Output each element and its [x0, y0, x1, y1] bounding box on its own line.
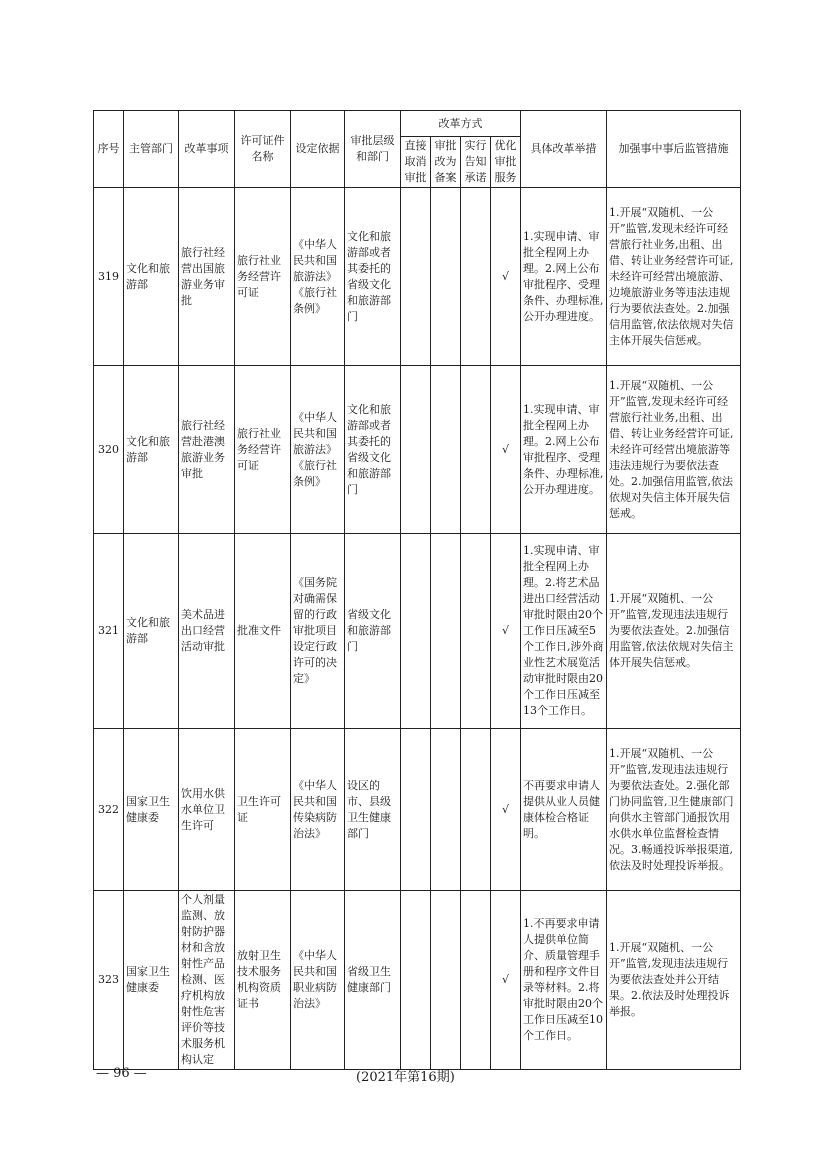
header-m2: 审批改为备案 [431, 137, 461, 188]
row-m2 [431, 366, 461, 534]
table-row [94, 366, 741, 534]
row-seq: 322 [94, 729, 124, 891]
row-basis: 《中华人民共和国旅游法》《旅行社条例》 [291, 188, 345, 366]
row-supervision: 1.开展“双随机、一公开”监管,发现违法违规行为要依法查处。2.强化部门协同监管,卫生健康部门向供水主管部门通报饮用水供水单位监督检查情况。3.畅通投诉举报渠道,依法及时处理投诉举报。 [607, 729, 741, 891]
row-license: 卫生许可证 [235, 729, 291, 891]
row-m1 [401, 534, 431, 729]
row-dept: 文化和旅游部 [124, 366, 179, 534]
header-basis: 设定依据 [291, 111, 345, 188]
row-m3 [461, 534, 491, 729]
row-measures: 1.不再要求申请人提供单位简介、质量管理手册和程序文件目录等材料。2.将审批时限由20个工作日压减至10个工作日。 [521, 891, 607, 1070]
issue-label: (2021年第16期) [356, 1070, 455, 1085]
header-m1: 直接取消审批 [401, 137, 431, 188]
row-item: 旅行社经营出国旅游业务审批 [179, 188, 235, 366]
row-m4-check: √ [491, 534, 521, 729]
header-m4: 优化审批服务 [491, 137, 521, 188]
table-row [94, 729, 741, 891]
row-m1 [401, 729, 431, 891]
table-row [94, 188, 741, 366]
reform-table [93, 110, 741, 1070]
row-measures: 1.实现申请、审批全程网上办理。2.将艺术品进出口经营活动审批时限由20个工作日压减至5个工作日,涉外商业性艺术展览活动审批时限由20个工作日压减至13个工作日。 [521, 534, 607, 729]
row-basis: 《国务院对确需保留的行政审批项目设定行政许可的决定》 [291, 534, 345, 729]
row-dept: 文化和旅游部 [124, 534, 179, 729]
row-m3 [461, 891, 491, 1070]
row-level: 省级文化和旅游部门 [345, 534, 401, 729]
row-measures: 1.实现申请、审批全程网上办理。2.网上公布审批程序、受理条件、办理标准,公开办理进度。 [521, 366, 607, 534]
row-item: 旅行社经营赴港澳旅游业务审批 [179, 366, 235, 534]
row-m4-check: √ [491, 366, 521, 534]
row-supervision: 1.开展“双随机、一公开”监管,发现未经许可经营旅行社业务,出租、出借、转让业务经营许可证,未经许可经营出境旅游等违法违规行为要依法查处。2.加强信用监管,依法依规对失信主体开展失信惩戒。 [607, 366, 741, 534]
row-level: 文化和旅游部或者其委托的省级文化和旅游部门 [345, 366, 401, 534]
row-m1 [401, 188, 431, 366]
row-m4-check: √ [491, 891, 521, 1070]
row-license: 批准文件 [235, 534, 291, 729]
row-supervision: 1.开展“双随机、一公开”监管,发现违法违规行为要依法查处并公开结果。2.依法及时处理投诉举报。 [607, 891, 741, 1070]
row-seq: 320 [94, 366, 124, 534]
header-supervision: 加强事中事后监管措施 [607, 111, 741, 188]
row-seq: 319 [94, 188, 124, 366]
row-dept: 文化和旅游部 [124, 188, 179, 366]
row-supervision: 1.开展“双随机、一公开”监管,发现未经许可经营旅行社业务,出租、出借、转让业务经营许可证,未经许可经营出境旅游、边境旅游业务等违法违规行为要依法查处。2.加强信用监管,依法依规对失信主体开展失信惩戒。 [607, 188, 741, 366]
row-seq: 321 [94, 534, 124, 729]
row-m2 [431, 891, 461, 1070]
header-method: 改革方式 [401, 111, 521, 137]
header-dept: 主管部门 [124, 111, 179, 188]
row-basis: 《中华人民共和国传染病防治法》 [291, 729, 345, 891]
table-row [94, 891, 741, 1070]
header-level: 审批层级和部门 [345, 111, 401, 188]
row-item: 饮用水供水单位卫生许可 [179, 729, 235, 891]
page-number: — 96 — [96, 1066, 147, 1081]
row-license: 旅行社业务经营许可证 [235, 188, 291, 366]
header-m3: 实行告知承诺 [461, 137, 491, 188]
row-level: 文化和旅游部或者其委托的省级文化和旅游部门 [345, 188, 401, 366]
row-m1 [401, 891, 431, 1070]
row-level: 省级卫生健康部门 [345, 891, 401, 1070]
row-m2 [431, 534, 461, 729]
row-m1 [401, 366, 431, 534]
row-m3 [461, 366, 491, 534]
header-seq: 序号 [94, 111, 124, 188]
row-m2 [431, 188, 461, 366]
row-license: 旅行社业务经营许可证 [235, 366, 291, 534]
row-item: 个人剂量监测、放射防护器材和含放射性产品检测、医疗机构放射性危害评价等技术服务机构认定 [179, 891, 235, 1070]
header-license: 许可证件名称 [235, 111, 291, 188]
row-measures: 1.实现申请、审批全程网上办理。2.网上公布审批程序、受理条件、办理标准,公开办理进度。 [521, 188, 607, 366]
row-m4-check: √ [491, 188, 521, 366]
row-supervision: 1.开展“双随机、一公开”监管,发现违法违规行为要依法查处。2.加强信用监管,依法依规对失信主体开展失信惩戒。 [607, 534, 741, 729]
row-m3 [461, 729, 491, 891]
row-dept: 国家卫生健康委 [124, 891, 179, 1070]
row-item: 美术品进出口经营活动审批 [179, 534, 235, 729]
row-measures: 不再要求申请人提供从业人员健康体检合格证明。 [521, 729, 607, 891]
row-license: 放射卫生技术服务机构资质证书 [235, 891, 291, 1070]
row-basis: 《中华人民共和国旅游法》《旅行社条例》 [291, 366, 345, 534]
row-seq: 323 [94, 891, 124, 1070]
row-m3 [461, 188, 491, 366]
header-measures: 具体改革举措 [521, 111, 607, 188]
table-row [94, 534, 741, 729]
header-item: 改革事项 [179, 111, 235, 188]
row-basis: 《中华人民共和国职业病防治法》 [291, 891, 345, 1070]
row-dept: 国家卫生健康委 [124, 729, 179, 891]
row-m4-check: √ [491, 729, 521, 891]
row-m2 [431, 729, 461, 891]
row-level: 设区的市、县级卫生健康部门 [345, 729, 401, 891]
